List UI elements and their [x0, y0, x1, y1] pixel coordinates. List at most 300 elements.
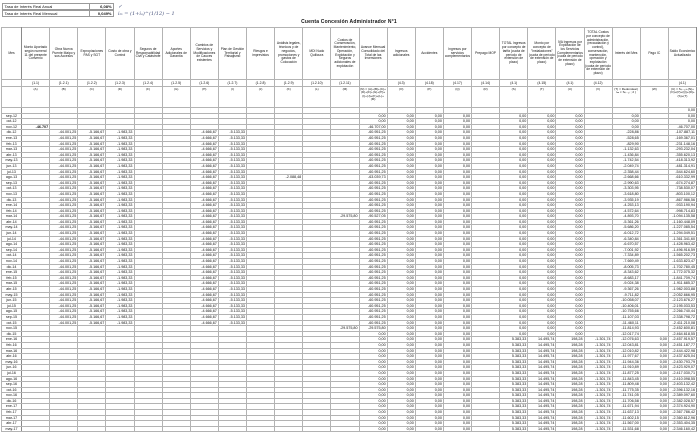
- data-cell: 0,00: [500, 113, 528, 119]
- data-cell: -60.951,25: [359, 242, 387, 248]
- data-cell: -11.741,05: [612, 393, 640, 399]
- data-cell: 0,00: [387, 130, 415, 136]
- data-cell: 0,00: [443, 298, 471, 304]
- data-cell: -5.166,67: [78, 275, 106, 281]
- data-cell: 0,00: [415, 382, 443, 388]
- data-cell: 0,00: [640, 348, 668, 354]
- data-cell: 14.495,74: [528, 342, 556, 348]
- data-cell: 0,00: [443, 337, 471, 343]
- data-cell: -44.001,25: [50, 158, 78, 164]
- data-cell: -1.301,74: [584, 359, 612, 365]
- data-cell: 0,00: [443, 404, 471, 410]
- data-cell: -5.133,33: [218, 169, 246, 175]
- data-cell: 0,00: [528, 287, 556, 293]
- data-cell: 0,00: [443, 253, 471, 259]
- data-cell: 0,00: [640, 337, 668, 343]
- data-cell: 198,28: [556, 354, 584, 360]
- data-cell: -803.100,12: [668, 191, 696, 197]
- data-cell: -44.001,25: [50, 147, 78, 153]
- month-cell: jun-14: [2, 231, 22, 237]
- data-cell: 0,00: [415, 314, 443, 320]
- data-cell: -1.294.049,51: [668, 231, 696, 237]
- data-cell: -11.775,35: [612, 387, 640, 393]
- data-cell: 0,00: [415, 426, 443, 432]
- data-cell: -5.133,33: [218, 225, 246, 231]
- data-cell: -544.624,60: [668, 169, 696, 175]
- data-cell: [190, 426, 218, 432]
- data-cell: -5.166,67: [78, 281, 106, 287]
- code-header: (4.1): [668, 80, 696, 87]
- data-cell: 0,00: [415, 393, 443, 399]
- data-cell: 0,00: [359, 359, 387, 365]
- data-cell: 0,00: [387, 135, 415, 141]
- data-cell: -5.133,33: [218, 275, 246, 281]
- data-cell: 0,00: [500, 203, 528, 209]
- data-cell: 0,00: [443, 281, 471, 287]
- letter-header: (S): [500, 87, 528, 108]
- data-cell: -5.166,67: [78, 259, 106, 265]
- data-cell: 198,28: [556, 426, 584, 432]
- data-cell: -5.166,67: [78, 169, 106, 175]
- data-cell: -1.841.709,74: [668, 275, 696, 281]
- data-cell: -5.166,67: [78, 225, 106, 231]
- data-cell: -9.367,26: [612, 287, 640, 293]
- month-cell: abr-15: [2, 287, 22, 293]
- data-cell: [218, 426, 246, 432]
- data-cell: 0,00: [500, 281, 528, 287]
- data-cell: -1.983,33: [106, 314, 134, 320]
- data-cell: -44.001,25: [50, 309, 78, 315]
- data-cell: -44.001,25: [50, 141, 78, 147]
- data-cell: -44.001,25: [50, 303, 78, 309]
- data-cell: 0,00: [387, 197, 415, 203]
- data-cell: 0,00: [387, 147, 415, 153]
- data-cell: 0,00: [443, 270, 471, 276]
- data-cell: -4.666,67: [190, 298, 218, 304]
- data-cell: -1.301,74: [584, 426, 612, 432]
- data-cell: -4.666,67: [190, 303, 218, 309]
- data-cell: 0,00: [443, 141, 471, 147]
- data-cell: 0,00: [387, 275, 415, 281]
- data-cell: 0,00: [528, 259, 556, 265]
- data-cell: 14.495,74: [528, 421, 556, 427]
- data-cell: -2.374.924,90: [668, 404, 696, 410]
- data-cell: -1.983,33: [106, 219, 134, 225]
- month-cell: ene-13: [2, 135, 22, 141]
- month-cell: mar-15: [2, 281, 22, 287]
- data-cell: -1.428.963,42: [668, 242, 696, 248]
- data-cell: -5.166,67: [78, 247, 106, 253]
- data-cell: -2.452.600,81: [668, 326, 696, 332]
- data-cell: 0,00: [387, 158, 415, 164]
- data-cell: 0,00: [528, 152, 556, 158]
- data-cell: 0,00: [443, 354, 471, 360]
- data-cell: 0,00: [359, 382, 387, 388]
- data-cell: 0,00: [556, 231, 584, 237]
- data-cell: -5.166,67: [78, 158, 106, 164]
- data-cell: 0,00: [556, 175, 584, 181]
- data-cell: -4.666,67: [190, 180, 218, 186]
- data-cell: 0,00: [443, 208, 471, 214]
- data-cell: -4.666,67: [190, 270, 218, 276]
- data-cell: 0,00: [528, 247, 556, 253]
- data-cell: 0,00: [443, 348, 471, 354]
- code-header: (4.12): [584, 80, 612, 87]
- data-cell: -674.274,87: [668, 180, 696, 186]
- data-cell: 0,00: [556, 264, 584, 270]
- data-cell: 5.383,33: [500, 410, 528, 416]
- data-cell: 0,00: [359, 119, 387, 125]
- data-cell: -5.133,33: [218, 203, 246, 209]
- data-cell: 0,00: [640, 354, 668, 360]
- data-cell: 0,00: [443, 382, 471, 388]
- data-cell: 0,00: [500, 264, 528, 270]
- data-cell: 0,00: [556, 242, 584, 248]
- data-cell: 0,00: [528, 135, 556, 141]
- data-cell: -3.303,95: [612, 186, 640, 192]
- data-cell: -6.670,57: [612, 242, 640, 248]
- letter-header: (N) = (A)+(B)+(C)+(D)+(F)+(G)+(H)+(I)+(J)+(K)+(L)+(M): [359, 87, 387, 108]
- code-header: (1.2.9): [275, 80, 303, 87]
- data-cell: 0,00: [443, 231, 471, 237]
- month-cell: dic-15: [2, 331, 22, 337]
- data-cell: 14.495,74: [528, 410, 556, 416]
- month-cell: jul-14: [2, 236, 22, 242]
- data-cell: 0,00: [443, 147, 471, 153]
- data-cell: 0,00: [528, 186, 556, 192]
- data-cell: 0,00: [443, 410, 471, 416]
- column-header: Avance Mensual Consolidado del Total de las Inversiones: [359, 28, 387, 80]
- data-cell: 0,00: [556, 158, 584, 164]
- data-cell: [331, 426, 359, 432]
- data-cell: -5.133,33: [218, 231, 246, 237]
- data-cell: 0,00: [640, 410, 668, 416]
- data-cell: 0,00: [528, 191, 556, 197]
- data-cell: -9.711,82: [612, 292, 640, 298]
- data-cell: -60.951,25: [359, 253, 387, 259]
- data-cell: -10.406,01: [612, 303, 640, 309]
- data-cell: -481.314,91: [668, 163, 696, 169]
- data-cell: 0,00: [415, 410, 443, 416]
- data-cell: 14.495,74: [528, 359, 556, 365]
- month-cell: oct-12: [2, 119, 22, 125]
- data-cell: -1.983,33: [106, 275, 134, 281]
- data-cell: 0,00: [528, 169, 556, 175]
- code-header: [2, 80, 22, 87]
- data-cell: 0,00: [415, 158, 443, 164]
- data-cell: 0,00: [359, 354, 387, 360]
- data-cell: -4.666,67: [190, 203, 218, 209]
- data-cell: -5.166,67: [78, 298, 106, 304]
- data-cell: -867.986,56: [668, 197, 696, 203]
- data-cell: -44.001,25: [50, 152, 78, 158]
- data-cell: -44.001,25: [50, 281, 78, 287]
- data-cell: 0,00: [640, 382, 668, 388]
- data-cell: 0,00: [500, 191, 528, 197]
- data-cell: -5.166,67: [78, 287, 106, 293]
- letter-header: (G): [162, 87, 190, 108]
- data-cell: -5.166,67: [78, 214, 106, 220]
- letter-header: (D): [106, 87, 134, 108]
- data-cell: -5.133,33: [218, 130, 246, 136]
- data-cell: -1.983,33: [106, 242, 134, 248]
- data-cell: 0,00: [528, 180, 556, 186]
- data-cell: 0,00: [528, 130, 556, 136]
- code-header: (1.2.8): [247, 80, 275, 87]
- data-cell: -60.951,25: [359, 292, 387, 298]
- column-header: Saldo Económico Actualizado: [668, 28, 696, 80]
- data-cell: -60.951,25: [359, 303, 387, 309]
- data-cell: 5.383,33: [500, 348, 528, 354]
- data-cell: -5.133,33: [218, 253, 246, 259]
- data-cell: -10.755,66: [612, 309, 640, 315]
- data-cell: 0,00: [528, 270, 556, 276]
- data-cell: 5.383,33: [500, 337, 528, 343]
- data-cell: -5.166,67: [78, 191, 106, 197]
- data-cell: 0,00: [415, 163, 443, 169]
- data-cell: -1.983,33: [106, 270, 134, 276]
- code-header: (1.2.10): [303, 80, 331, 87]
- data-cell: 0,00: [640, 398, 668, 404]
- month-cell: nov-12: [2, 124, 22, 130]
- data-cell: 0,00: [556, 191, 584, 197]
- data-cell: 5.383,33: [500, 404, 528, 410]
- column-header: Análisis legales, técnicos y de negocios, promociones y gastos de Colocación: [275, 28, 303, 80]
- data-cell: [78, 426, 106, 432]
- data-cell: 0,00: [556, 130, 584, 136]
- data-cell: -5.133,33: [218, 208, 246, 214]
- data-cell: -228,86: [612, 130, 640, 136]
- data-cell: 0,00: [415, 398, 443, 404]
- data-cell: -4.666,67: [190, 236, 218, 242]
- data-cell: 0,00: [500, 163, 528, 169]
- data-cell: 0,00: [387, 376, 415, 382]
- data-cell: 198,28: [556, 387, 584, 393]
- data-cell: -5.133,33: [218, 264, 246, 270]
- data-cell: -1.132,63: [612, 147, 640, 153]
- data-cell: -46.707,00: [359, 124, 387, 130]
- data-cell: 0,00: [387, 169, 415, 175]
- data-cell: 5.383,33: [500, 421, 528, 427]
- data-cell: [275, 426, 303, 432]
- data-cell: 0,00: [668, 113, 696, 119]
- data-cell: 5.383,33: [500, 342, 528, 348]
- data-cell: 0,00: [500, 147, 528, 153]
- data-cell: 0,00: [387, 326, 415, 332]
- data-cell: 0,00: [640, 404, 668, 410]
- data-cell: 0,00: [556, 320, 584, 326]
- column-header: Mes: [2, 28, 22, 80]
- data-cell: -2.382.028,57: [668, 398, 696, 404]
- data-cell: 198,28: [556, 376, 584, 382]
- data-cell: -2.389.097,60: [668, 393, 696, 399]
- data-cell: 0,00: [387, 387, 415, 393]
- code-header: [359, 80, 387, 87]
- data-cell: 0,00: [387, 309, 415, 315]
- data-cell: -5.166,67: [78, 130, 106, 136]
- data-cell: -1.983,33: [106, 152, 134, 158]
- data-cell: -4.893,70: [612, 214, 640, 220]
- letter-header: (B): [50, 87, 78, 108]
- data-cell: 0,00: [528, 309, 556, 315]
- letter-header: (Q): [443, 87, 471, 108]
- data-cell: -5.133,33: [218, 270, 246, 276]
- data-cell: -2.444.422,98: [668, 348, 696, 354]
- data-cell: -44.001,25: [50, 292, 78, 298]
- data-cell: -5.166,67: [78, 180, 106, 186]
- month-cell: mar-17: [2, 415, 22, 421]
- data-cell: -4.666,67: [190, 281, 218, 287]
- data-cell: 0,00: [415, 247, 443, 253]
- data-cell: -5.133,33: [218, 320, 246, 326]
- data-cell: -1.983,33: [106, 191, 134, 197]
- data-cell: 0,00: [415, 242, 443, 248]
- data-cell: 0,00: [500, 292, 528, 298]
- data-cell: 0,00: [415, 303, 443, 309]
- data-cell: 0,00: [387, 365, 415, 371]
- data-cell: -44.001,25: [50, 264, 78, 270]
- data-cell: 0,00: [415, 231, 443, 237]
- data-cell: -29.575,80: [331, 326, 359, 332]
- month-cell: ago-13: [2, 175, 22, 181]
- data-cell: -5.166,67: [78, 208, 106, 214]
- data-cell: -1.361.341,60: [668, 236, 696, 242]
- data-cell: -5.361,26: [612, 219, 640, 225]
- data-cell: -11.531,68: [612, 426, 640, 432]
- data-cell: -60.951,25: [359, 264, 387, 270]
- data-cell: 0,00: [387, 337, 415, 343]
- data-cell: -4.666,67: [190, 175, 218, 181]
- data-cell: 0,00: [443, 163, 471, 169]
- data-cell: 0,00: [528, 124, 556, 130]
- data-cell: 0,00: [528, 203, 556, 209]
- data-cell: -4.666,67: [190, 191, 218, 197]
- data-cell: 0,00: [556, 152, 584, 158]
- data-cell: 0,00: [387, 410, 415, 416]
- data-cell: -1.982.003,88: [668, 287, 696, 293]
- data-cell: 0,00: [359, 421, 387, 427]
- data-cell: -5.133,33: [218, 191, 246, 197]
- data-cell: 0,00: [556, 141, 584, 147]
- data-cell: 0,00: [528, 141, 556, 147]
- data-cell: 0,00: [387, 314, 415, 320]
- data-cell: -5.133,33: [218, 236, 246, 242]
- data-cell: -5.686,20: [612, 225, 640, 231]
- data-cell: 14.495,74: [528, 387, 556, 393]
- data-cell: 0,00: [387, 426, 415, 432]
- data-cell: -12.010,82: [612, 348, 640, 354]
- data-cell: 0,00: [556, 225, 584, 231]
- data-cell: 0,00: [640, 387, 668, 393]
- data-cell: 0,00: [500, 247, 528, 253]
- data-cell: 0,00: [415, 214, 443, 220]
- data-cell: 0,00: [528, 158, 556, 164]
- data-cell: -4.666,67: [190, 219, 218, 225]
- data-cell: 0,00: [443, 314, 471, 320]
- month-cell: feb-17: [2, 410, 22, 416]
- code-header: (1.2.5): [162, 80, 190, 87]
- data-cell: -4.666,67: [190, 141, 218, 147]
- data-cell: 0,00: [415, 147, 443, 153]
- data-cell: -11.671,94: [612, 404, 640, 410]
- month-cell: jun-15: [2, 298, 22, 304]
- data-cell: -60.951,25: [359, 130, 387, 136]
- month-cell: sep-14: [2, 247, 22, 253]
- data-cell: -46.707,00: [668, 124, 696, 130]
- data-cell: 0,00: [415, 298, 443, 304]
- data-cell: -11.107,03: [612, 314, 640, 320]
- data-cell: -2.403.132,42: [668, 382, 696, 388]
- data-cell: -5.166,67: [78, 314, 106, 320]
- data-cell: -5.166,67: [78, 147, 106, 153]
- data-cell: 0,00: [387, 191, 415, 197]
- data-cell: 0,00: [443, 259, 471, 265]
- data-cell: 0,00: [387, 219, 415, 225]
- data-cell: -4.572,64: [612, 208, 640, 214]
- data-cell: -60.951,25: [359, 208, 387, 214]
- data-cell: -4.666,67: [190, 309, 218, 315]
- month-cell: abr-13: [2, 152, 22, 158]
- data-cell: 0,00: [556, 281, 584, 287]
- data-cell: -1.301,74: [584, 404, 612, 410]
- data-cell: -11.910,89: [612, 365, 640, 371]
- data-cell: [247, 426, 275, 432]
- data-cell: [162, 426, 190, 432]
- data-cell: -1.742,54: [612, 158, 640, 164]
- data-cell: 0,00: [443, 180, 471, 186]
- data-cell: -44.001,25: [50, 191, 78, 197]
- data-cell: -44.001,25: [50, 163, 78, 169]
- data-cell: -1.565.202,73: [668, 253, 696, 259]
- data-cell: [472, 426, 500, 432]
- data-cell: 0,00: [556, 163, 584, 169]
- data-cell: -60.951,25: [359, 270, 387, 276]
- data-cell: 0,00: [443, 186, 471, 192]
- data-cell: 14.495,74: [528, 376, 556, 382]
- data-cell: 0,00: [415, 141, 443, 147]
- data-cell: -5.133,33: [218, 242, 246, 248]
- data-cell: -2.195.033,53: [668, 303, 696, 309]
- data-cell: 0,00: [387, 398, 415, 404]
- data-cell: -169.367,01: [668, 135, 696, 141]
- data-cell: -4.666,67: [190, 169, 218, 175]
- data-cell: 198,28: [556, 421, 584, 427]
- data-cell: 0,00: [443, 158, 471, 164]
- data-cell: -1.301,74: [584, 354, 612, 360]
- data-cell: -1.983,33: [106, 175, 134, 181]
- data-cell: -1.983,33: [106, 214, 134, 220]
- data-cell: 5.383,33: [500, 354, 528, 360]
- data-cell: 0,00: [500, 242, 528, 248]
- letter-header: (H): [190, 87, 218, 108]
- column-header: Seguros de Responsabilidad Civil y Catástrofe: [134, 28, 162, 80]
- data-cell: 0,00: [500, 214, 528, 220]
- data-cell: -7.001,92: [612, 247, 640, 253]
- data-cell: -8.683,17: [612, 275, 640, 281]
- data-cell: 0,00: [528, 236, 556, 242]
- data-cell: 0,00: [387, 303, 415, 309]
- data-cell: 0,00: [415, 354, 443, 360]
- data-cell: 0,00: [500, 119, 528, 125]
- data-cell: 0,00: [443, 225, 471, 231]
- data-cell: -2.088,48: [275, 175, 303, 181]
- data-cell: -5.166,67: [78, 303, 106, 309]
- data-cell: -1.983,33: [106, 158, 134, 164]
- data-cell: 0,00: [528, 314, 556, 320]
- data-cell: 0,00: [387, 370, 415, 376]
- data-cell: 0,00: [500, 259, 528, 265]
- data-cell: -60.951,25: [359, 197, 387, 203]
